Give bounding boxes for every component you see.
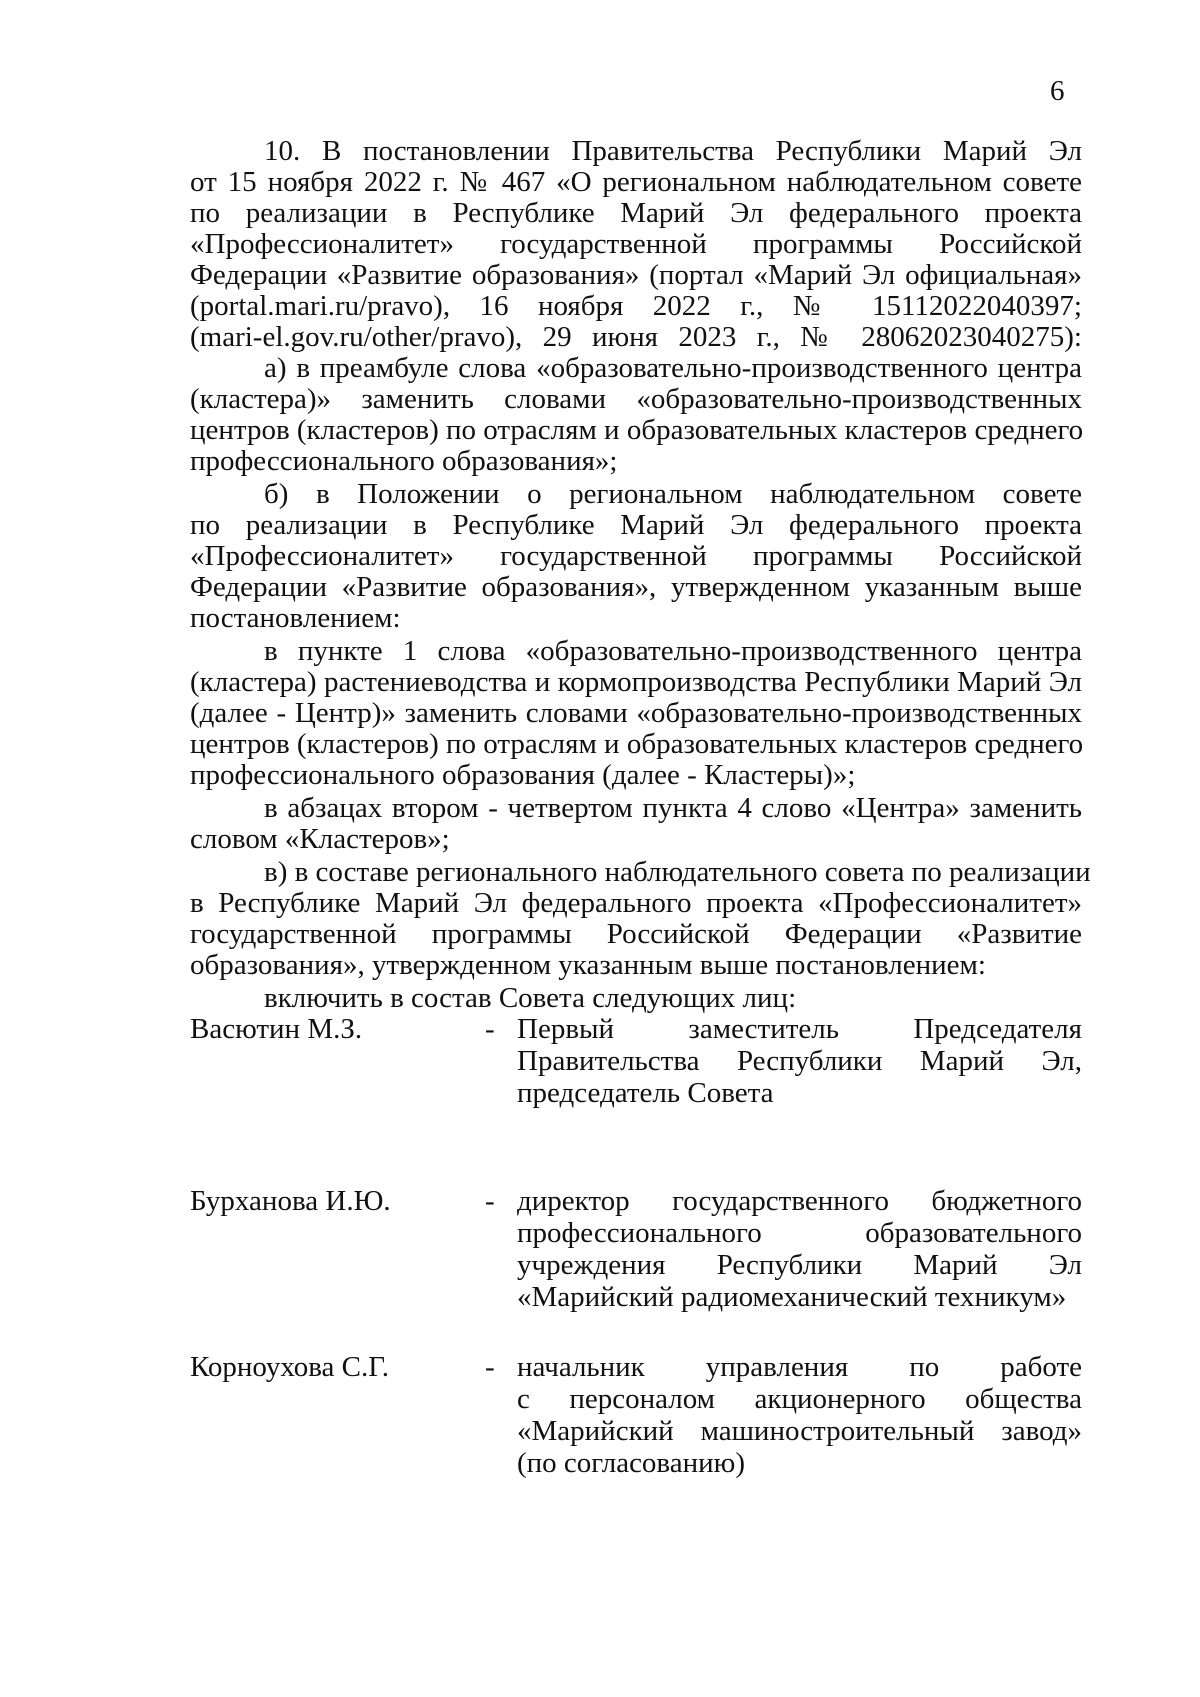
text-line: центров (кластеров) по отраслям и образовательных кластеров среднего [190, 728, 1084, 760]
member-role-line: директор государственного бюджетного [517, 1185, 1082, 1217]
text-line: б) в Положении о региональном наблюдательном совете [264, 478, 1082, 510]
member-name: Васютин М.З. [190, 1013, 363, 1045]
member-role-line: председатель Совета [517, 1077, 774, 1109]
text-line: «Профессионалитет» государственной программы Российской [190, 228, 1082, 260]
text-line: в) в составе регионального наблюдательного совета по реализации [264, 856, 1091, 888]
text-line: от 15 ноября 2022 г. № 467 «О региональном наблюдательном совете [190, 166, 1082, 198]
text-line: профессионального образования (далее - Кластеры)»; [190, 759, 856, 791]
text-line: профессионального образования»; [190, 445, 618, 477]
member-role-line: профессионального образовательного [517, 1217, 1082, 1249]
member-dash: - [485, 1185, 495, 1217]
member-role-line: учреждения Республики Марий Эл [517, 1249, 1082, 1281]
text-line: в Республике Марий Эл федерального проекта «Профессионалитет» [190, 887, 1082, 919]
member-role-line: с персоналом акционерного общества [517, 1383, 1082, 1415]
text-line: (portal.mari.ru/pravo), 16 ноября 2022 г., № 15112022040397; [190, 290, 1082, 322]
text-line: Федерации «Развитие образования» (портал «Марий Эл официальная» [190, 259, 1082, 291]
text-line: (далее - Центр)» заменить словами «образовательно-производственных [190, 697, 1082, 729]
text-line: постановлением: [190, 602, 401, 634]
text-line: Федерации «Развитие образования», утвержденном указанным выше [190, 571, 1082, 603]
text-line: по реализации в Республике Марий Эл федерального проекта [190, 509, 1082, 541]
text-line: по реализации в Республике Марий Эл федерального проекта [190, 197, 1082, 229]
text-line: государственной программы Российской Федерации «Развитие [190, 918, 1082, 950]
text-line: 10. В постановлении Правительства Республики Марий Эл [264, 135, 1082, 167]
text-line: (кластера)» заменить словами «образовательно-производственных [190, 383, 1082, 415]
text-line: а) в преамбуле слова «образовательно-производственного центра [264, 352, 1082, 384]
member-name: Бурханова И.Ю. [190, 1185, 391, 1217]
text-line: образования», утвержденном указанным выше постановлением: [190, 949, 986, 981]
member-role-line: начальник управления по работе [517, 1351, 1082, 1383]
text-line: в абзацах втором - четвертом пункта 4 слово «Центра» заменить [264, 792, 1082, 824]
page-number: 6 [1050, 75, 1065, 107]
member-name: Корноухова С.Г. [190, 1351, 389, 1383]
text-line: словом «Кластеров»; [190, 823, 450, 855]
text-line: (кластера) растениеводства и кормопроизводства Республики Марий Эл [190, 666, 1082, 698]
member-dash: - [485, 1013, 495, 1045]
member-role-line: «Марийский машиностроительный завод» [517, 1415, 1082, 1447]
member-dash: - [485, 1351, 495, 1383]
member-role-line: (по согласованию) [517, 1447, 745, 1479]
text-line: «Профессионалитет» государственной программы Российской [190, 540, 1082, 572]
text-line: (mari-el.gov.ru/other/pravo), 29 июня 2023 г., № 28062023040275): [190, 321, 1082, 353]
member-role-line: «Марийский радиомеханический техникум» [517, 1281, 1067, 1313]
member-role-line: Правительства Республики Марий Эл, [517, 1045, 1082, 1077]
text-line: включить в состав Совета следующих лиц: [264, 982, 797, 1014]
text-line: центров (кластеров) по отраслям и образовательных кластеров среднего [190, 414, 1084, 446]
member-role-line: Первый заместитель Председателя [517, 1013, 1082, 1045]
text-line: в пункте 1 слова «образовательно-производственного центра [264, 635, 1082, 667]
